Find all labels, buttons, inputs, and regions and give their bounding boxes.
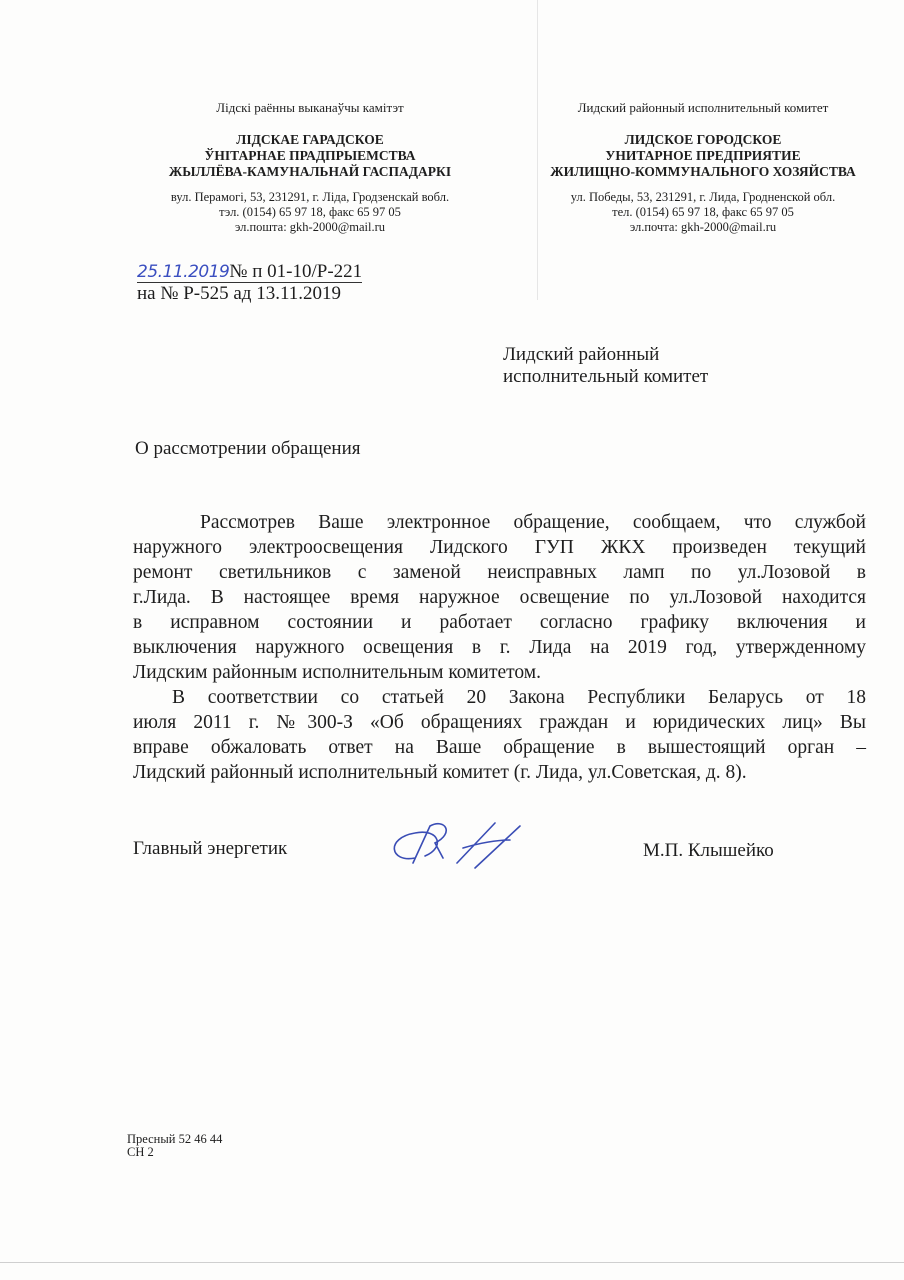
email-ru: эл.почта: gkh-2000@mail.ru xyxy=(629,220,777,234)
phone-ru: тел. (0154) 65 97 18, факс 65 97 05 xyxy=(612,205,794,219)
scan-edge-line xyxy=(0,1262,904,1263)
in-reply-reference: на № Р-525 ад 13.11.2019 xyxy=(137,283,342,304)
letterhead-russian xyxy=(513,100,893,235)
signer-role: Главный энергетик xyxy=(133,838,288,859)
signer-name: М.П. Клышейко xyxy=(643,840,774,861)
executor-note: Пресный 52 46 44 СН 2 xyxy=(127,1132,223,1159)
letterhead-belarusian xyxy=(120,100,500,235)
outgoing-reference xyxy=(137,262,362,282)
org-name-by: ЛІДСКАЕ ГАРАДСКОЕ ЎНІТАРНАЕ ПРАДПРЫЕМСТВА ЖЫЛЛЁВА-КАМУНАЛЬНАЙ ГАСПАДАРКІ xyxy=(168,132,452,179)
address-ru: ул. Победы, 53, 231291, г. Лида, Гродненской обл. xyxy=(570,190,836,204)
email-by: эл.пошта: gkh-2000@mail.ru xyxy=(234,220,385,234)
letter-body xyxy=(133,510,866,785)
paragraph-2: В соответствии со статьей 20 Закона Республики Беларусь от 18 июля 2011 г. №300-З «Об обращениях граждан и юридических лиц» Вы вправе обжаловать ответ на Ваше обращение в вышестоящий орган – Лидский районный исполнительный комитет (г. Лида, ул.Советская, д. 8). xyxy=(133,687,866,783)
subject-line: О рассмотрении обращения xyxy=(135,438,361,459)
phone-by: тэл. (0154) 65 97 18, факс 65 97 05 xyxy=(219,205,401,219)
reference-number: № п 01-10/Р-221 xyxy=(229,261,363,282)
authority-by: Лідскі раённы выканаўчы камітэт xyxy=(216,100,404,115)
addressee: Лидский районный исполнительный комитет xyxy=(503,344,709,387)
handwritten-signature xyxy=(385,818,535,888)
authority-ru: Лидский районный исполнительный комитет xyxy=(577,100,829,115)
org-name-ru: ЛИДСКОЕ ГОРОДСКОЕ УНИТАРНОЕ ПРЕДПРИЯТИЕ ЖИЛИЩНО-КОММУНАЛЬНОГО ХОЗЯЙСТВА xyxy=(550,132,856,179)
paragraph-1: Рассмотрев Ваше электронное обращение, сообщаем, что службой наружного электроосвещения Лидского ГУП ЖКХ произведен текущий ремонт светильников с заменой неисправных ламп по ул.Лозовой в г.Лида. В настоящее время наружное освещение по ул.Лозовой находится в исправном состоянии и работает согласно графику включения и выключения наружного освещения в г. Лида на 2019 год, утвержденному Лидским районным исполнительным комитетом. xyxy=(133,512,866,683)
handwritten-date: 25.11.2019 xyxy=(137,262,230,282)
address-by: вул. Перамогі, 53, 231291, г. Ліда, Гродзенскай вобл. xyxy=(170,190,450,204)
